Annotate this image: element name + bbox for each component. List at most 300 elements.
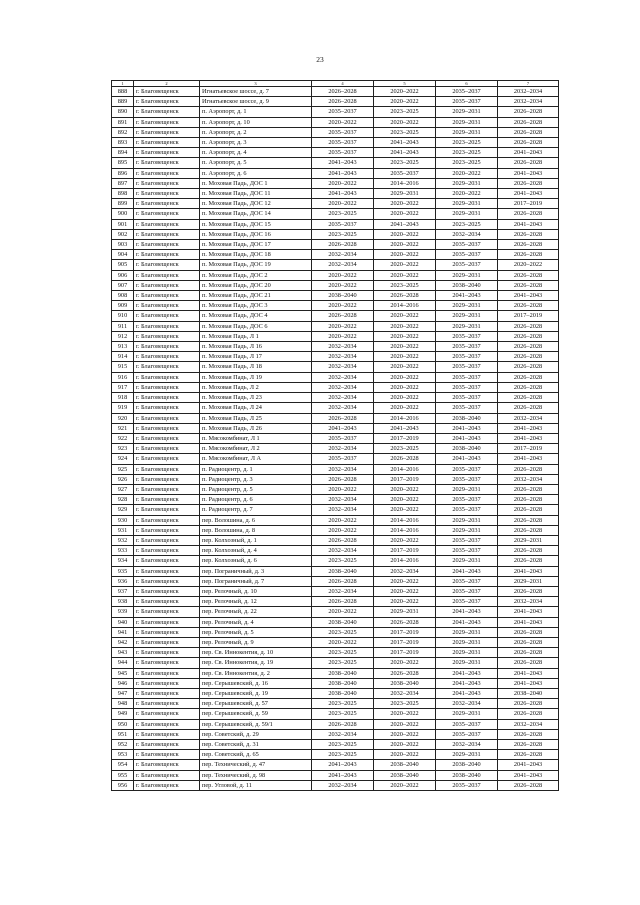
table-row bbox=[112, 107, 559, 117]
period-col6-cell: 2020–2022 bbox=[436, 189, 498, 199]
city-cell: г. Благовещенск bbox=[134, 260, 200, 270]
row-number-cell: 899 bbox=[112, 199, 134, 209]
period-col4-cell: 2023–2025 bbox=[312, 556, 374, 566]
period-col5-cell: 2020–2022 bbox=[374, 484, 436, 494]
table-row bbox=[112, 648, 559, 658]
period-col5-cell: 2038–2040 bbox=[374, 770, 436, 780]
city-cell: г. Благовещенск bbox=[134, 505, 200, 515]
city-cell: г. Благовещенск bbox=[134, 495, 200, 505]
period-col6-cell: 2035–2037 bbox=[436, 474, 498, 484]
period-col7-cell: 2026–2028 bbox=[498, 362, 559, 372]
row-number-cell: 947 bbox=[112, 688, 134, 698]
period-col5-cell: 2014–2016 bbox=[374, 413, 436, 423]
period-col7-cell: 2041–2043 bbox=[498, 617, 559, 627]
period-col5-cell: 2020–2022 bbox=[374, 97, 436, 107]
period-col5-cell: 2026–2028 bbox=[374, 291, 436, 301]
period-col7-cell: 2032–2034 bbox=[498, 87, 559, 97]
row-number-cell: 934 bbox=[112, 556, 134, 566]
row-number-cell: 920 bbox=[112, 413, 134, 423]
period-col5-cell: 2020–2022 bbox=[374, 719, 436, 729]
table-row bbox=[112, 97, 559, 107]
period-col6-cell: 2035–2037 bbox=[436, 586, 498, 596]
period-col4-cell: 2032–2034 bbox=[312, 362, 374, 372]
period-col5-cell: 2023–2025 bbox=[374, 699, 436, 709]
address-cell: пер. Серышевский, д. 59/1 bbox=[200, 719, 312, 729]
row-number-cell: 913 bbox=[112, 342, 134, 352]
period-col4-cell: 2023–2025 bbox=[312, 209, 374, 219]
row-number-cell: 938 bbox=[112, 597, 134, 607]
city-cell: г. Благовещенск bbox=[134, 740, 200, 750]
period-col4-cell: 2020–2022 bbox=[312, 199, 374, 209]
period-col5-cell: 2038–2040 bbox=[374, 678, 436, 688]
period-col6-cell: 2041–2043 bbox=[436, 454, 498, 464]
period-col7-cell: 2026–2028 bbox=[498, 403, 559, 413]
table-row bbox=[112, 311, 559, 321]
city-cell: г. Благовещенск bbox=[134, 403, 200, 413]
period-col5-cell: 2026–2028 bbox=[374, 617, 436, 627]
period-col6-cell: 2023–2025 bbox=[436, 158, 498, 168]
period-col5-cell: 2020–2022 bbox=[374, 199, 436, 209]
period-col7-cell: 2026–2028 bbox=[498, 321, 559, 331]
city-cell: г. Благовещенск bbox=[134, 546, 200, 556]
period-col4-cell: 2035–2037 bbox=[312, 433, 374, 443]
address-cell: пер. Релочный, д. 5 bbox=[200, 627, 312, 637]
period-col6-cell: 2029–2031 bbox=[436, 709, 498, 719]
address-cell: п. Моховая Падь, Л 24 bbox=[200, 403, 312, 413]
address-cell: п. Аэропорт, д. 6 bbox=[200, 168, 312, 178]
period-col6-cell: 2029–2031 bbox=[436, 178, 498, 188]
period-col7-cell: 2026–2028 bbox=[498, 270, 559, 280]
period-col4-cell: 2032–2034 bbox=[312, 382, 374, 392]
period-col5-cell: 2020–2022 bbox=[374, 780, 436, 790]
period-col5-cell: 2017–2019 bbox=[374, 474, 436, 484]
period-col4-cell: 2035–2037 bbox=[312, 219, 374, 229]
period-col7-cell: 2041–2043 bbox=[498, 668, 559, 678]
period-col7-cell: 2026–2028 bbox=[498, 658, 559, 668]
period-col5-cell: 2020–2022 bbox=[374, 382, 436, 392]
address-cell: пер. Пограничный, д. 7 bbox=[200, 576, 312, 586]
period-col7-cell: 2026–2028 bbox=[498, 648, 559, 658]
row-number-cell: 925 bbox=[112, 464, 134, 474]
period-col5-cell: 2023–2025 bbox=[374, 444, 436, 454]
period-col5-cell: 2020–2022 bbox=[374, 750, 436, 760]
period-col5-cell: 2020–2022 bbox=[374, 229, 436, 239]
city-cell: г. Благовещенск bbox=[134, 331, 200, 341]
period-col7-cell: 2032–2034 bbox=[498, 474, 559, 484]
row-number-cell: 923 bbox=[112, 444, 134, 454]
period-col7-cell: 2026–2028 bbox=[498, 372, 559, 382]
period-col6-cell: 2038–2040 bbox=[436, 770, 498, 780]
period-col4-cell: 2032–2034 bbox=[312, 586, 374, 596]
period-col6-cell: 2035–2037 bbox=[436, 97, 498, 107]
table-row bbox=[112, 189, 559, 199]
period-col7-cell: 2038–2040 bbox=[498, 688, 559, 698]
period-col5-cell: 2014–2016 bbox=[374, 178, 436, 188]
row-number-cell: 922 bbox=[112, 433, 134, 443]
address-cell: пер. Релочный, д. 10 bbox=[200, 586, 312, 596]
period-col6-cell: 2032–2034 bbox=[436, 740, 498, 750]
address-cell: пер. Релочный, д. 4 bbox=[200, 617, 312, 627]
period-col6-cell: 2029–2031 bbox=[436, 127, 498, 137]
period-col7-cell: 2041–2043 bbox=[498, 770, 559, 780]
period-col6-cell: 2041–2043 bbox=[436, 617, 498, 627]
period-col5-cell: 2020–2022 bbox=[374, 362, 436, 372]
table-row bbox=[112, 260, 559, 270]
city-cell: г. Благовещенск bbox=[134, 352, 200, 362]
period-col6-cell: 2035–2037 bbox=[436, 729, 498, 739]
table-row bbox=[112, 546, 559, 556]
row-number-cell: 901 bbox=[112, 219, 134, 229]
period-col7-cell: 2026–2028 bbox=[498, 484, 559, 494]
city-cell: г. Благовещенск bbox=[134, 566, 200, 576]
row-number-cell: 935 bbox=[112, 566, 134, 576]
city-cell: г. Благовещенск bbox=[134, 688, 200, 698]
table-row bbox=[112, 331, 559, 341]
table-row bbox=[112, 474, 559, 484]
row-number-cell: 940 bbox=[112, 617, 134, 627]
address-cell: пер. Релочный, д. 12 bbox=[200, 597, 312, 607]
table-row bbox=[112, 637, 559, 647]
address-cell: пер. Угловой, д. 11 bbox=[200, 780, 312, 790]
period-col7-cell: 2026–2028 bbox=[498, 178, 559, 188]
column-number-6: 6 bbox=[436, 81, 498, 87]
row-number-cell: 956 bbox=[112, 780, 134, 790]
period-col4-cell: 2020–2022 bbox=[312, 321, 374, 331]
period-col7-cell: 2029–2031 bbox=[498, 576, 559, 586]
column-number-5: 5 bbox=[374, 81, 436, 87]
city-cell: г. Благовещенск bbox=[134, 617, 200, 627]
table-row bbox=[112, 627, 559, 637]
address-cell: п. Мясокомбинат, Л А bbox=[200, 454, 312, 464]
table-row bbox=[112, 454, 559, 464]
period-col7-cell: 2026–2028 bbox=[498, 382, 559, 392]
table-row bbox=[112, 464, 559, 474]
period-col4-cell: 2020–2022 bbox=[312, 607, 374, 617]
address-cell: п. Аэропорт, д. 10 bbox=[200, 117, 312, 127]
period-col4-cell: 2023–2025 bbox=[312, 699, 374, 709]
period-col4-cell: 2020–2022 bbox=[312, 484, 374, 494]
city-cell: г. Благовещенск bbox=[134, 484, 200, 494]
period-col7-cell: 2026–2028 bbox=[498, 280, 559, 290]
period-col7-cell: 2026–2028 bbox=[498, 515, 559, 525]
address-cell: пер. Советский, д. 31 bbox=[200, 740, 312, 750]
address-cell: п. Радиоцентр, д. 1 bbox=[200, 464, 312, 474]
table-row bbox=[112, 658, 559, 668]
period-col6-cell: 2041–2043 bbox=[436, 688, 498, 698]
repair-schedule-table bbox=[111, 80, 559, 791]
table-row bbox=[112, 342, 559, 352]
address-cell: п. Моховая Падь, Л 26 bbox=[200, 423, 312, 433]
row-number-cell: 904 bbox=[112, 250, 134, 260]
address-cell: Игнатьевское шоссе, д. 7 bbox=[200, 87, 312, 97]
address-cell: пер. Технический, д. 47 bbox=[200, 760, 312, 770]
address-cell: п. Моховая Падь, ДОС 3 bbox=[200, 301, 312, 311]
period-col6-cell: 2029–2031 bbox=[436, 648, 498, 658]
period-col5-cell: 2020–2022 bbox=[374, 342, 436, 352]
table-row bbox=[112, 240, 559, 250]
period-col5-cell: 2041–2043 bbox=[374, 138, 436, 148]
table-row bbox=[112, 403, 559, 413]
period-col7-cell: 2041–2043 bbox=[498, 433, 559, 443]
period-col7-cell: 2032–2034 bbox=[498, 97, 559, 107]
period-col7-cell: 2032–2034 bbox=[498, 597, 559, 607]
period-col7-cell: 2026–2028 bbox=[498, 331, 559, 341]
period-col6-cell: 2041–2043 bbox=[436, 566, 498, 576]
period-col5-cell: 2041–2043 bbox=[374, 423, 436, 433]
period-col7-cell: 2026–2028 bbox=[498, 229, 559, 239]
period-col4-cell: 2032–2034 bbox=[312, 495, 374, 505]
table-row bbox=[112, 607, 559, 617]
period-col5-cell: 2026–2028 bbox=[374, 454, 436, 464]
row-number-cell: 939 bbox=[112, 607, 134, 617]
period-col4-cell: 2023–2025 bbox=[312, 627, 374, 637]
period-col4-cell: 2032–2034 bbox=[312, 729, 374, 739]
period-col6-cell: 2029–2031 bbox=[436, 750, 498, 760]
table-row bbox=[112, 433, 559, 443]
table-body bbox=[112, 87, 559, 791]
row-number-cell: 893 bbox=[112, 138, 134, 148]
city-cell: г. Благовещенск bbox=[134, 464, 200, 474]
period-col6-cell: 2041–2043 bbox=[436, 291, 498, 301]
period-col6-cell: 2035–2037 bbox=[436, 372, 498, 382]
table-row bbox=[112, 484, 559, 494]
period-col5-cell: 2026–2028 bbox=[374, 668, 436, 678]
city-cell: г. Благовещенск bbox=[134, 148, 200, 158]
period-col4-cell: 2023–2025 bbox=[312, 740, 374, 750]
period-col7-cell: 2041–2043 bbox=[498, 454, 559, 464]
row-number-cell: 927 bbox=[112, 484, 134, 494]
address-cell: п. Моховая Падь, ДОС 6 bbox=[200, 321, 312, 331]
period-col4-cell: 2032–2034 bbox=[312, 464, 374, 474]
period-col7-cell: 2041–2043 bbox=[498, 566, 559, 576]
table-row bbox=[112, 678, 559, 688]
city-cell: г. Благовещенск bbox=[134, 250, 200, 260]
period-col5-cell: 2020–2022 bbox=[374, 250, 436, 260]
city-cell: г. Благовещенск bbox=[134, 270, 200, 280]
period-col7-cell: 2017–2019 bbox=[498, 199, 559, 209]
row-number-cell: 911 bbox=[112, 321, 134, 331]
period-col7-cell: 2026–2028 bbox=[498, 525, 559, 535]
address-cell: п. Моховая Падь, Л 25 bbox=[200, 413, 312, 423]
row-number-cell: 896 bbox=[112, 168, 134, 178]
period-col6-cell: 2032–2034 bbox=[436, 229, 498, 239]
period-col4-cell: 2041–2043 bbox=[312, 189, 374, 199]
period-col4-cell: 2020–2022 bbox=[312, 515, 374, 525]
table-row bbox=[112, 760, 559, 770]
table-row bbox=[112, 413, 559, 423]
row-number-cell: 921 bbox=[112, 423, 134, 433]
period-col5-cell: 2023–2025 bbox=[374, 127, 436, 137]
table-row bbox=[112, 270, 559, 280]
period-col6-cell: 2029–2031 bbox=[436, 525, 498, 535]
address-cell: п. Мясокомбинат, Л 1 bbox=[200, 433, 312, 443]
city-cell: г. Благовещенск bbox=[134, 770, 200, 780]
period-col4-cell: 2035–2037 bbox=[312, 454, 374, 464]
address-cell: п. Аэропорт, д. 3 bbox=[200, 138, 312, 148]
row-number-cell: 908 bbox=[112, 291, 134, 301]
city-cell: г. Благовещенск bbox=[134, 280, 200, 290]
address-cell: п. Моховая Падь, Л 16 bbox=[200, 342, 312, 352]
period-col4-cell: 2041–2043 bbox=[312, 158, 374, 168]
city-cell: г. Благовещенск bbox=[134, 556, 200, 566]
period-col4-cell: 2023–2025 bbox=[312, 229, 374, 239]
address-cell: пер. Советский, д. 29 bbox=[200, 729, 312, 739]
address-cell: п. Моховая Падь, ДОС 4 bbox=[200, 311, 312, 321]
table-row bbox=[112, 291, 559, 301]
period-col5-cell: 2041–2043 bbox=[374, 148, 436, 158]
address-cell: п. Моховая Падь, ДОС 15 bbox=[200, 219, 312, 229]
row-number-cell: 892 bbox=[112, 127, 134, 137]
address-cell: пер. Серышевский, д. 59 bbox=[200, 709, 312, 719]
period-col6-cell: 2035–2037 bbox=[436, 505, 498, 515]
period-col7-cell: 2026–2028 bbox=[498, 393, 559, 403]
address-cell: пер. Св. Иннокентия, д. 10 bbox=[200, 648, 312, 658]
period-col5-cell: 2014–2016 bbox=[374, 515, 436, 525]
table-row bbox=[112, 209, 559, 219]
period-col4-cell: 2032–2034 bbox=[312, 546, 374, 556]
period-col7-cell: 2026–2028 bbox=[498, 127, 559, 137]
city-cell: г. Благовещенск bbox=[134, 474, 200, 484]
city-cell: г. Благовещенск bbox=[134, 311, 200, 321]
period-col5-cell: 2020–2022 bbox=[374, 240, 436, 250]
city-cell: г. Благовещенск bbox=[134, 709, 200, 719]
period-col4-cell: 2032–2034 bbox=[312, 444, 374, 454]
address-cell: п. Моховая Падь, ДОС 19 bbox=[200, 260, 312, 270]
column-number-1: 1 bbox=[112, 81, 134, 87]
period-col5-cell: 2014–2016 bbox=[374, 525, 436, 535]
row-number-cell: 903 bbox=[112, 240, 134, 250]
period-col4-cell: 2032–2034 bbox=[312, 505, 374, 515]
city-cell: г. Благовещенск bbox=[134, 586, 200, 596]
row-number-cell: 897 bbox=[112, 178, 134, 188]
period-col5-cell: 2020–2022 bbox=[374, 270, 436, 280]
period-col5-cell: 2017–2019 bbox=[374, 546, 436, 556]
city-cell: г. Благовещенск bbox=[134, 321, 200, 331]
city-cell: г. Благовещенск bbox=[134, 382, 200, 392]
row-number-cell: 955 bbox=[112, 770, 134, 780]
address-cell: пер. Пограничный, д. 3 bbox=[200, 566, 312, 576]
row-number-cell: 918 bbox=[112, 393, 134, 403]
period-col7-cell: 2026–2028 bbox=[498, 107, 559, 117]
table-row bbox=[112, 148, 559, 158]
period-col7-cell: 2026–2028 bbox=[498, 750, 559, 760]
period-col7-cell: 2026–2028 bbox=[498, 740, 559, 750]
period-col4-cell: 2032–2034 bbox=[312, 372, 374, 382]
row-number-cell: 919 bbox=[112, 403, 134, 413]
row-number-cell: 915 bbox=[112, 362, 134, 372]
address-cell: п. Моховая Падь, ДОС 17 bbox=[200, 240, 312, 250]
period-col5-cell: 2020–2022 bbox=[374, 495, 436, 505]
period-col4-cell: 2026–2028 bbox=[312, 413, 374, 423]
period-col6-cell: 2029–2031 bbox=[436, 556, 498, 566]
period-col5-cell: 2020–2022 bbox=[374, 709, 436, 719]
period-col7-cell: 2017–2019 bbox=[498, 311, 559, 321]
period-col7-cell: 2032–2034 bbox=[498, 413, 559, 423]
row-number-cell: 949 bbox=[112, 709, 134, 719]
address-cell: п. Моховая Падь, ДОС 21 bbox=[200, 291, 312, 301]
address-cell: пер. Релочный, д. 22 bbox=[200, 607, 312, 617]
address-cell: п. Аэропорт, д. 5 bbox=[200, 158, 312, 168]
address-cell: п. Моховая Падь, ДОС 16 bbox=[200, 229, 312, 239]
row-number-cell: 926 bbox=[112, 474, 134, 484]
period-col4-cell: 2032–2034 bbox=[312, 403, 374, 413]
city-cell: г. Благовещенск bbox=[134, 178, 200, 188]
period-col4-cell: 2032–2034 bbox=[312, 780, 374, 790]
row-number-cell: 914 bbox=[112, 352, 134, 362]
period-col7-cell: 2026–2028 bbox=[498, 240, 559, 250]
period-col4-cell: 2032–2034 bbox=[312, 393, 374, 403]
period-col4-cell: 2038–2040 bbox=[312, 617, 374, 627]
period-col4-cell: 2020–2022 bbox=[312, 280, 374, 290]
row-number-cell: 889 bbox=[112, 97, 134, 107]
period-col5-cell: 2014–2016 bbox=[374, 301, 436, 311]
period-col5-cell: 2017–2019 bbox=[374, 627, 436, 637]
table-row bbox=[112, 393, 559, 403]
table-row bbox=[112, 688, 559, 698]
city-cell: г. Благовещенск bbox=[134, 87, 200, 97]
table-row bbox=[112, 423, 559, 433]
period-col4-cell: 2026–2028 bbox=[312, 597, 374, 607]
period-col5-cell: 2020–2022 bbox=[374, 597, 436, 607]
table-row bbox=[112, 382, 559, 392]
period-col6-cell: 2029–2031 bbox=[436, 658, 498, 668]
city-cell: г. Благовещенск bbox=[134, 658, 200, 668]
city-cell: г. Благовещенск bbox=[134, 699, 200, 709]
row-number-cell: 931 bbox=[112, 525, 134, 535]
table-row bbox=[112, 280, 559, 290]
period-col5-cell: 2032–2034 bbox=[374, 566, 436, 576]
period-col4-cell: 2032–2034 bbox=[312, 250, 374, 260]
period-col4-cell: 2038–2040 bbox=[312, 678, 374, 688]
period-col6-cell: 2023–2025 bbox=[436, 138, 498, 148]
address-cell: п. Аэропорт, д. 2 bbox=[200, 127, 312, 137]
city-cell: г. Благовещенск bbox=[134, 219, 200, 229]
address-cell: п. Радиоцентр, д. 7 bbox=[200, 505, 312, 515]
period-col6-cell: 2041–2043 bbox=[436, 678, 498, 688]
period-col7-cell: 2020–2022 bbox=[498, 260, 559, 270]
city-cell: г. Благовещенск bbox=[134, 127, 200, 137]
period-col6-cell: 2041–2043 bbox=[436, 423, 498, 433]
row-number-cell: 930 bbox=[112, 515, 134, 525]
period-col4-cell: 2020–2022 bbox=[312, 270, 374, 280]
address-cell: пер. Колхозный, д. 4 bbox=[200, 546, 312, 556]
city-cell: г. Благовещенск bbox=[134, 107, 200, 117]
address-cell: п. Моховая Падь, ДОС 14 bbox=[200, 209, 312, 219]
period-col6-cell: 2029–2031 bbox=[436, 270, 498, 280]
period-col7-cell: 2026–2028 bbox=[498, 546, 559, 556]
row-number-cell: 932 bbox=[112, 535, 134, 545]
period-col5-cell: 2020–2022 bbox=[374, 658, 436, 668]
row-number-cell: 905 bbox=[112, 260, 134, 270]
period-col6-cell: 2035–2037 bbox=[436, 464, 498, 474]
period-col5-cell: 2020–2022 bbox=[374, 393, 436, 403]
city-cell: г. Благовещенск bbox=[134, 372, 200, 382]
table-row bbox=[112, 158, 559, 168]
period-col6-cell: 2038–2040 bbox=[436, 760, 498, 770]
city-cell: г. Благовещенск bbox=[134, 637, 200, 647]
period-col5-cell: 2041–2043 bbox=[374, 219, 436, 229]
row-number-cell: 898 bbox=[112, 189, 134, 199]
address-cell: п. Моховая Падь, ДОС 1 bbox=[200, 178, 312, 188]
row-number-cell: 946 bbox=[112, 678, 134, 688]
row-number-cell: 951 bbox=[112, 729, 134, 739]
city-cell: г. Благовещенск bbox=[134, 525, 200, 535]
period-col5-cell: 2023–2025 bbox=[374, 280, 436, 290]
period-col6-cell: 2035–2037 bbox=[436, 382, 498, 392]
period-col6-cell: 2020–2022 bbox=[436, 168, 498, 178]
table-row bbox=[112, 362, 559, 372]
period-col4-cell: 2041–2043 bbox=[312, 423, 374, 433]
